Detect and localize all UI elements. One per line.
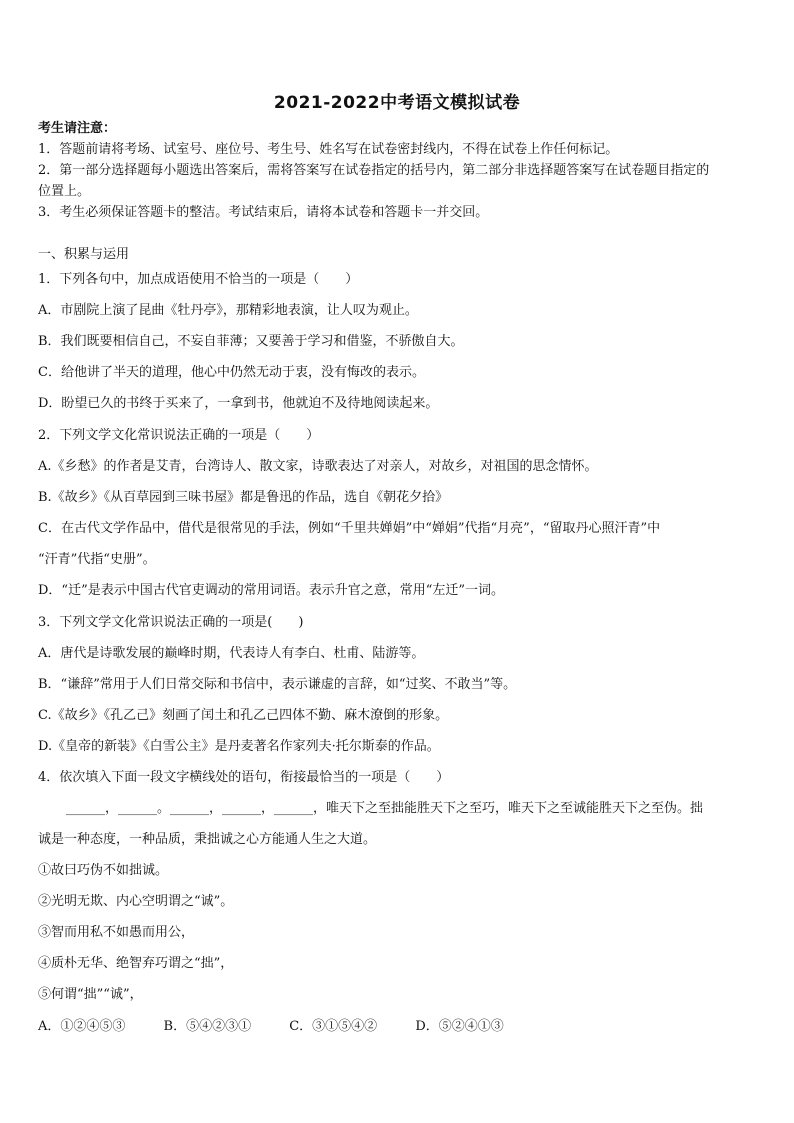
q1-option-a: A．市剧院上演了昆曲《牡丹亭》，那精彩地表演，让人叹为观止。 — [38, 303, 418, 318]
q3-stem: 3．下列文学文化常识说法正确的一项是( ) — [38, 615, 304, 630]
q4-item-2: ②光明无欺、内心空明谓之“诚”。 — [38, 894, 234, 909]
q4-item-4: ④质朴无华、绝智弃巧谓之“拙”， — [38, 956, 234, 971]
q2-option-c-line-1: C．在古代文学作品中，借代是很常见的手法，例如“千里共婵娟”中“婵娟”代指“月亮”，“留取丹心照汗青”中 — [38, 521, 661, 536]
section-heading: 一、积累与运用 — [38, 247, 130, 262]
q2-option-d: D．“迁”是表示中国古代官吏调动的常用词语。表示升官之意，常用“左迁”一词。 — [38, 583, 505, 598]
notice-line-4: 3．考生必须保证答题卡的整洁。考试结束后，请将本试卷和答题卡一并交回。 — [38, 205, 489, 220]
q4-stem: 4．依次填入下面一段文字横线处的语句，衔接最恰当的一项是（ ） — [38, 770, 450, 785]
q2-option-a: A.《乡愁》的作者是艾青，台湾诗人、散文家，诗歌表达了对亲人，对故乡，对祖国的思念情怀。 — [38, 459, 598, 474]
q2-option-b: B.《故乡》《从百草园到三味书屋》都是鲁迅的作品，选自《朝花夕拾》 — [38, 490, 449, 505]
q3-option-a: A．唐代是诗歌发展的巅峰时期，代表诗人有李白、杜甫、陆游等。 — [38, 646, 425, 661]
notice-line-3: 位置上。 — [38, 184, 91, 199]
q1-stem: 1．下列各句中，加点成语使用不恰当的一项是（ ） — [38, 272, 359, 287]
q4-passage-line-2: 诚是一种态度，一种品质，秉拙诚之心方能通人生之大道。 — [38, 832, 377, 847]
q3-option-b: B．“谦辞”常用于人们日常交际和书信中，表示谦虚的言辞，如“过奖、不敢当”等。 — [38, 677, 517, 692]
notice-heading: 考生请注意： — [38, 121, 117, 136]
q1-option-c: C．给他讲了半天的道理，他心中仍然无动于衷，没有悔改的表示。 — [38, 365, 425, 380]
q2-option-c-line-2: “汗青”代指“史册”。 — [38, 552, 156, 567]
notice-line-1: 1．答题前请将考场、试室号、座位号、考生号、姓名写在试卷密封线内，不得在试卷上作任何标记。 — [38, 142, 619, 157]
q4-option-c: C．③①⑤④② — [289, 1019, 378, 1034]
q2-stem: 2．下列文学文化常识说法正确的一项是（ ） — [38, 428, 320, 443]
q3-option-d: D.《皇帝的新装》《白雪公主》是丹麦著名作家列夫·托尔斯泰的作品。 — [38, 739, 440, 754]
page-title: 2021-2022中考语文模拟试卷 — [273, 93, 521, 113]
q4-option-d: D．⑤②④①③ — [415, 1019, 504, 1034]
q4-option-b: B．⑤④②③① — [163, 1019, 252, 1034]
q1-option-b: B．我们既要相信自己，不妄自菲薄；又要善于学习和借鉴，不骄傲自大。 — [38, 334, 464, 349]
q4-item-1: ①故曰巧伪不如拙诚。 — [38, 863, 169, 878]
q4-passage-line-1: ______，______。______，______，______，唯天下之至拙能胜天下之至巧，唯天下之至诚能胜天下之至伪。拙 — [66, 801, 704, 816]
q1-option-d: D．盼望已久的书终于买来了，一拿到书，他就迫不及待地阅读起来。 — [38, 396, 439, 411]
q4-item-3: ③智而用私不如愚而用公， — [38, 925, 195, 940]
q4-options — [38, 1018, 538, 1036]
q4-option-a: A．①②④⑤③ — [38, 1019, 126, 1034]
notice-line-2: 2．第一部分选择题每小题选出答案后，需将答案写在试卷指定的括号内，第二部分非选择题答案写在试卷题目指定的 — [38, 163, 710, 178]
q4-item-5: ⑤何谓“拙”“诚”， — [38, 987, 143, 1002]
q3-option-c: C.《故乡》《孔乙己》刻画了闰土和孔乙己四体不勤、麻木潦倒的形象。 — [38, 708, 449, 723]
